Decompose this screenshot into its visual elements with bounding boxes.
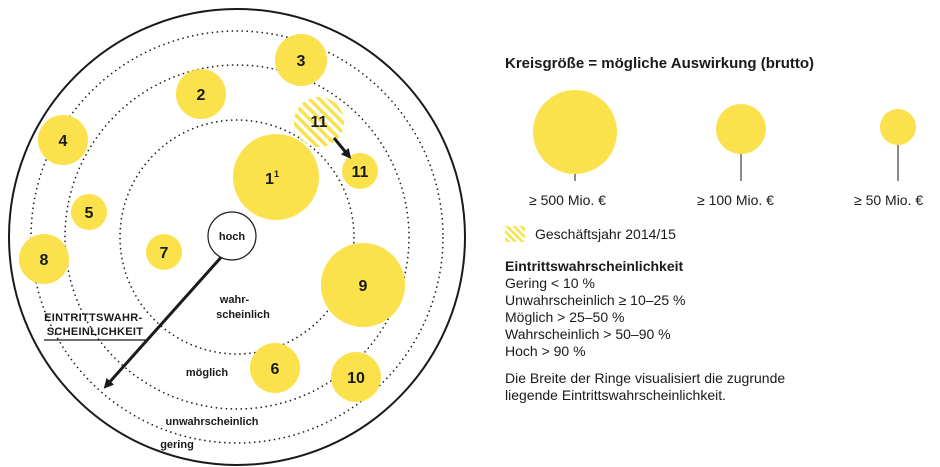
legend-circle-500 bbox=[533, 90, 617, 181]
hatch-swatch-icon bbox=[505, 226, 525, 242]
legend-title: Kreisgröße = mögliche Auswirkung (brutto) bbox=[505, 55, 815, 72]
bubble-1 bbox=[233, 134, 319, 220]
bubble-10 bbox=[331, 352, 381, 402]
legend-size-label-50: ≥ 50 Mio. € bbox=[854, 192, 924, 208]
ring-label-wahrscheinlich bbox=[216, 294, 270, 321]
legend-circle-100 bbox=[716, 104, 766, 181]
bubble-4 bbox=[38, 115, 88, 165]
ring-label-unwahrscheinlich: unwahrscheinlich bbox=[165, 416, 259, 428]
legend-size-label-100: ≥ 100 Mio. € bbox=[697, 192, 774, 208]
axis-label-line1: EINTRITTSWAHR- bbox=[44, 312, 143, 324]
probability-level-wahrscheinlich: Wahrscheinlich > 50–90 % bbox=[505, 326, 671, 342]
bubble-9 bbox=[321, 243, 405, 327]
bubble-3 bbox=[275, 34, 327, 86]
bubble-8-label: 8 bbox=[39, 252, 49, 269]
bubble-11-label: 11 bbox=[351, 164, 369, 181]
bubble-2 bbox=[176, 69, 226, 119]
probability-level-gering: Gering < 10 % bbox=[505, 275, 595, 291]
legend-note: Die Breite der Ringe visualisiert die zugrunde liegende Eintrittswahrscheinlichkeit. bbox=[505, 370, 786, 403]
legend-hatch-label: Geschäftsjahr 2014/15 bbox=[535, 226, 676, 242]
ring-label-wahrscheinlich-line2: scheinlich bbox=[216, 309, 270, 321]
bubble-1-superscript: 1 bbox=[273, 169, 279, 179]
bubble-6 bbox=[250, 343, 300, 393]
legend-probability-block bbox=[505, 258, 835, 404]
bubble-8 bbox=[19, 234, 69, 284]
bubble-11-movement-arrow bbox=[334, 138, 348, 155]
legend-hatch-row bbox=[505, 226, 676, 242]
legend-circle-50 bbox=[880, 109, 916, 181]
bubble-9-label: 9 bbox=[358, 278, 368, 295]
svg-text:EINTRITTSWAHR- SCHEINLIC bbox=[44, 312, 146, 338]
legend-size-label-500: ≥ 500 Mio. € bbox=[529, 192, 606, 208]
ring-label-wahrscheinlich-line1: wahr- bbox=[219, 294, 250, 306]
bubble-11 bbox=[342, 153, 378, 189]
probability-level-moeglich: Möglich > 25–50 % bbox=[505, 309, 625, 325]
bubble-7-label: 7 bbox=[159, 245, 169, 262]
bubble-1-label: $1^1$ bbox=[265, 169, 279, 188]
probability-level-unwahrscheinlich: Unwahrscheinlich ≥ 10–25 % bbox=[505, 292, 686, 308]
probability-level-hoch: Hoch > 90 % bbox=[505, 343, 586, 359]
ring-label-gering: gering bbox=[160, 439, 194, 451]
center-label: hoch bbox=[218, 231, 246, 243]
axis-label-line2: SCHEINLICHKEIT bbox=[46, 326, 144, 338]
center-circle-hoch bbox=[208, 212, 256, 260]
bubble-3-label: 3 bbox=[296, 53, 306, 70]
axis-label bbox=[44, 312, 148, 340]
bubble-5 bbox=[71, 194, 107, 230]
probability-title: Eintrittswahrscheinlichkeit bbox=[505, 258, 684, 274]
bubble-2-label: 2 bbox=[196, 87, 206, 104]
bubble-10-label: 10 bbox=[347, 370, 365, 387]
bubble-6-label: 6 bbox=[270, 361, 280, 378]
bubble-4-label: 4 bbox=[58, 133, 68, 150]
ring-label-moeglich: möglich bbox=[185, 367, 229, 379]
bubble-7 bbox=[146, 234, 182, 270]
bubble-11-previous-label: 11 bbox=[310, 114, 328, 131]
legend-size-circles bbox=[505, 85, 935, 185]
bubble-5-label: 5 bbox=[84, 205, 94, 222]
